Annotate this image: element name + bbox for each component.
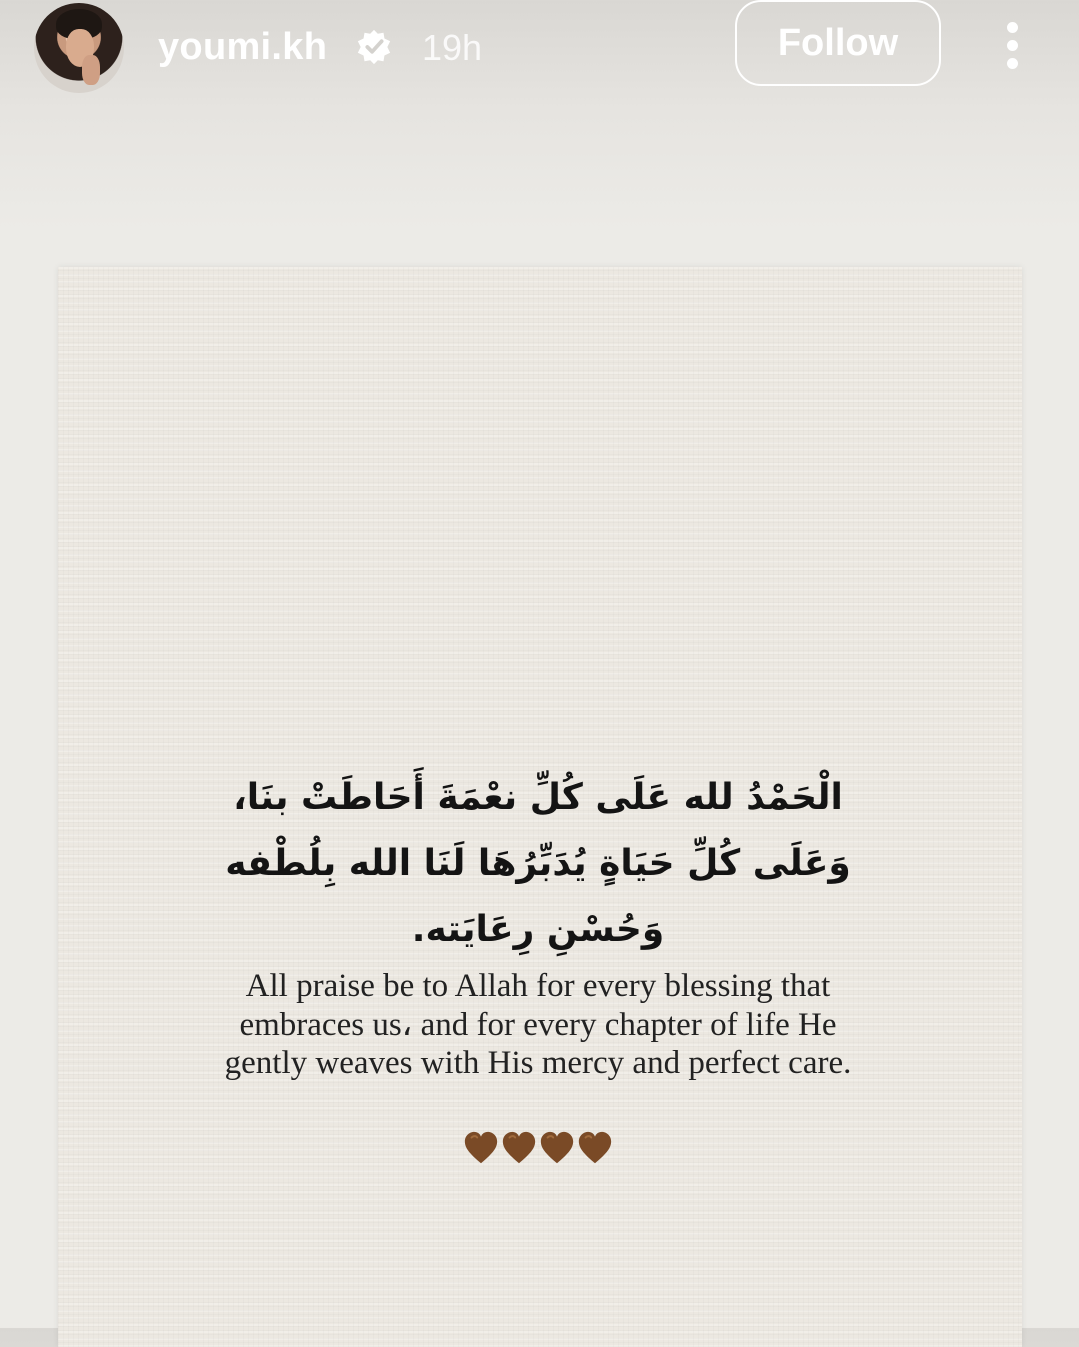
follow-button[interactable]: Follow	[735, 0, 941, 86]
post-time: 19h	[422, 27, 483, 68]
brown-heart-icon	[462, 1129, 500, 1167]
brown-heart-icon	[576, 1129, 614, 1167]
profile-avatar[interactable]	[34, 3, 124, 93]
english-translation: All praise be to Allah for every blessing that embraces us، and for every chapter of life He gently weaves with His mercy and perfect care.	[224, 968, 852, 1081]
arabic-quote: الْحَمْدُ لله عَلَى كُلِّ نعْمَةَ أَحَاطَتْ بنَا، وَعَلَى كُلِّ حَيَاةٍ يُدَبِّرُهَا لَنَا الله بِلُطْفه وَحُسْنِ رِعَايَته.	[225, 777, 851, 950]
hearts-row	[438, 1129, 638, 1171]
brown-heart-icon	[500, 1129, 538, 1167]
brown-heart-icon	[538, 1129, 576, 1167]
more-vertical-icon[interactable]	[992, 20, 1032, 70]
avatar-hand	[82, 55, 100, 85]
story-card	[58, 267, 1022, 1347]
username-link[interactable]: youmi.kh	[158, 26, 328, 68]
verified-badge-icon	[355, 28, 393, 66]
story-header	[0, 0, 1079, 110]
